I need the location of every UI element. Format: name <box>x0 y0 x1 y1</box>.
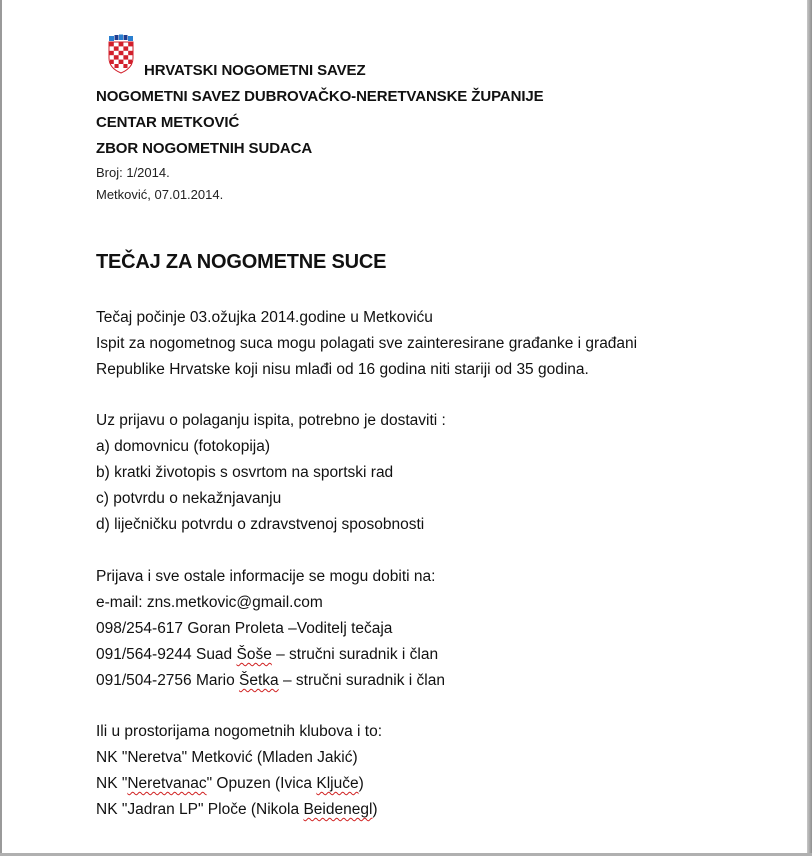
croatian-crest-icon <box>106 34 136 74</box>
club-line-3 <box>96 801 378 819</box>
contact-3-number-name: 091/504-2756 Mario <box>96 672 240 689</box>
club-2-suffix: ) <box>358 775 364 792</box>
club-3-prefix: NK "Jadran LP" Ploče (Nikola <box>96 801 304 818</box>
requirement-item-b: b) kratki životopis s osvrtom na sportski rad <box>96 464 394 481</box>
document-title: TEČAJ ZA NOGOMETNE SUCE <box>96 251 387 273</box>
page-right-edge <box>807 0 812 856</box>
club-2-contact-surname: Ključe <box>316 775 359 792</box>
document-number: Broj: 1/2014. <box>96 165 170 180</box>
header-federation: HRVATSKI NOGOMETNI SAVEZ <box>144 62 366 79</box>
club-line-2 <box>96 775 364 793</box>
contact-line-1: 098/254-617 Goran Proleta –Voditelj tečaja <box>96 620 393 637</box>
club-2-mid: " Opuzen (Ivica <box>206 775 317 792</box>
contacts-heading: Prijava i sve ostale informacije se mogu dobiti na: <box>96 568 436 585</box>
contact-2-number-name: 091/564-9244 Suad <box>96 646 237 663</box>
clubs-heading: Ili u prostorijama nogometnih klubova i to: <box>96 723 383 740</box>
header-corps: ZBOR NOGOMETNIH SUDACA <box>96 140 313 157</box>
requirement-item-c: c) potvrdu o nekažnjavanju <box>96 490 282 507</box>
club-line-1: NK "Neretva" Metković (Mladen Jakić) <box>96 749 358 766</box>
header-center: CENTAR METKOVIĆ <box>96 114 240 131</box>
intro-line-2: Ispit za nogometnog suca mogu polagati sve zainteresirane građanke i građani <box>96 335 638 352</box>
club-3-contact-surname: Beidenegl <box>303 801 373 818</box>
club-2-name: Neretvanac <box>127 775 207 792</box>
requirement-item-a: a) domovnicu (fotokopija) <box>96 438 271 455</box>
contact-2-surname: Šoše <box>236 646 272 663</box>
contact-3-role: – stručni suradnik i član <box>278 672 445 689</box>
contact-3-surname: Šetka <box>239 672 279 689</box>
intro-line-3: Republike Hrvatske koji nisu mlađi od 16 godina niti stariji od 35 godina. <box>96 361 589 378</box>
club-3-suffix: ) <box>372 801 378 818</box>
club-2-prefix: NK " <box>96 775 128 792</box>
requirements-heading: Uz prijavu o polaganju ispita, potrebno je dostaviti : <box>96 412 446 429</box>
contact-email: e-mail: zns.metkovic@gmail.com <box>96 594 323 611</box>
page-left-edge <box>0 0 2 856</box>
header-county: NOGOMETNI SAVEZ DUBROVAČKO-NERETVANSKE ŽUPANIJE <box>96 88 544 105</box>
intro-line-1: Tečaj počinje 03.ožujka 2014.godine u Metkoviću <box>96 309 433 326</box>
requirement-item-d: d) liječničku potvrdu o zdravstvenoj sposobnosti <box>96 516 425 533</box>
contact-line-2 <box>96 646 438 664</box>
crest-crown <box>109 35 133 42</box>
contact-line-3 <box>96 672 445 690</box>
document-place-date: Metković, 07.01.2014. <box>96 187 224 202</box>
contact-2-role: – stručni suradnik i član <box>271 646 439 663</box>
